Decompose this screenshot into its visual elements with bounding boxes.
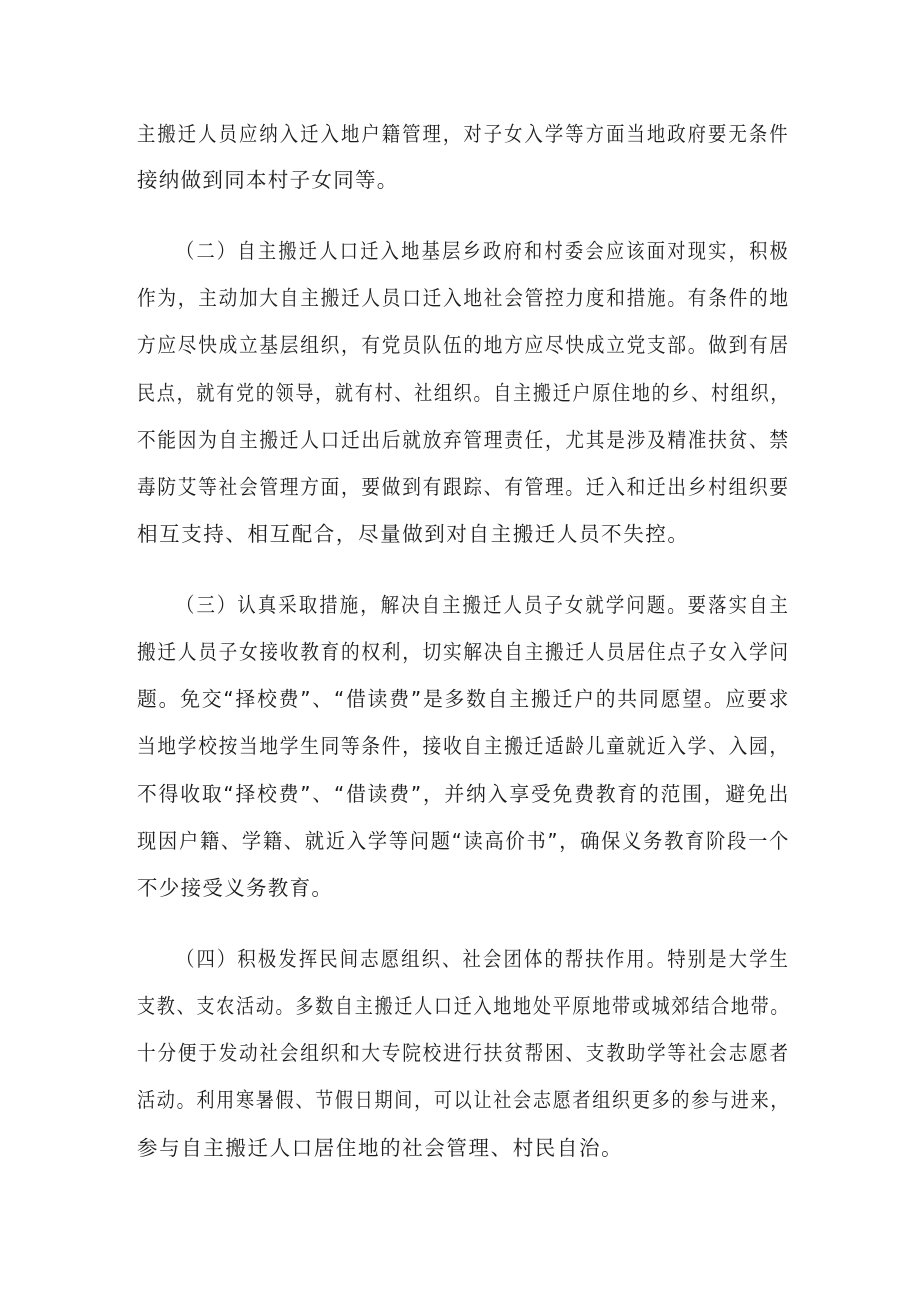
text-line: 主搬迁人员应纳入迁入地户籍管理，对子女入学等方面当地政府要无条件 (137, 122, 790, 146)
text-line: 毒防艾等社会管理方面，要做到有跟踪、有管理。迁入和迁出乡村组织要 (137, 475, 790, 499)
text-line: 题。免交“择校费”、“借读费”是多数自主搬迁户的共同愿望。应要求 (137, 687, 791, 711)
paragraph-4-first-line: （四）积极发挥民间志愿组织、社会团体的帮扶作用。特别是大学生 (176, 947, 791, 971)
text-line: 参与自主搬迁人口居住地的社会管理、村民自治。 (137, 1136, 624, 1160)
text-line: 方应尽快成立基层组织，有党员队伍的地方应尽快成立党支部。做到有居 (137, 333, 790, 357)
text-line: 不少接受义务教育。 (137, 876, 334, 900)
paragraph-3-first-line: （三）认真采取措施，解决自主搬迁人员子女就学问题。要落实自主 (176, 593, 791, 617)
text-line: 作为，主动加大自主搬迁人员口迁入地社会管控力度和措施。有条件的地 (137, 286, 790, 310)
paragraph-2-first-line: （二）自主搬迁人口迁入地基层乡政府和村委会应该面对现实，积极 (176, 239, 791, 263)
text-line: 十分便于发动社会组织和大专院校进行扶贫帮困、支教助学等社会志愿者 (137, 1041, 790, 1065)
text-line: 接纳做到同本村子女同等。 (137, 168, 399, 192)
text-line: 不得收取“择校费”、“借读费”，并纳入享受免费教育的范围，避免出 (137, 782, 791, 806)
text-line: 不能因为自主搬迁人口迁出后就放弃管理责任，尤其是涉及精准扶贫、禁 (137, 428, 790, 452)
text-line: 搬迁人员子女接收教育的权利，切实解决自主搬迁人员居住点子女入学问 (137, 640, 790, 664)
text-line: 相互支持、相互配合，尽量做到对自主搬迁人员不失控。 (137, 522, 690, 546)
text-line: 民点，就有党的领导，就有村、社组织。自主搬迁户原住地的乡、村组织， (137, 381, 791, 405)
text-line: 支教、支农活动。多数自主搬迁人口迁入地地处平原地带或城郊结合地带。 (137, 994, 791, 1018)
text-line: 现因户籍、学籍、就近入学等问题“读高价书”，确保义务教育阶段一个 (137, 829, 791, 853)
text-line: 活动。利用寒暑假、节假日期间，可以让社会志愿者组织更多的参与进来， (137, 1088, 791, 1112)
text-line: 当地学校按当地学生同等条件，接收自主搬迁适龄儿童就近入学、入园， (137, 734, 790, 758)
